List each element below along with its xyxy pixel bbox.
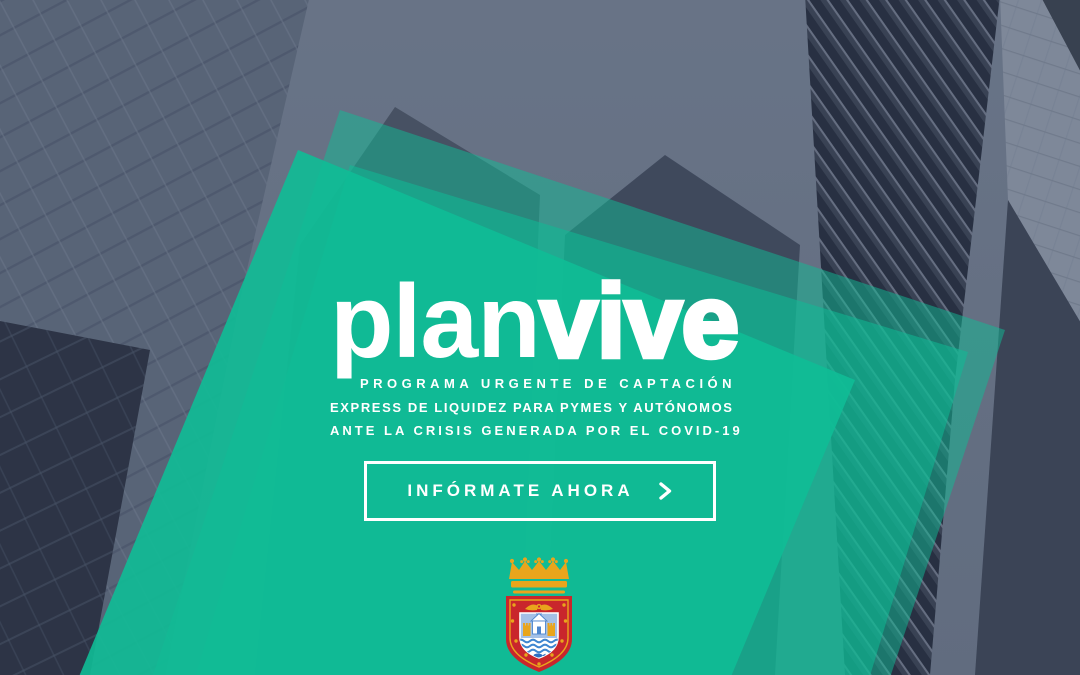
crown: [509, 557, 569, 593]
logo-plan: plan: [330, 264, 540, 380]
cta-label: INFÓRMATE AHORA: [407, 480, 634, 500]
tagline-line-1: PROGRAMA URGENTE DE CAPTACIÓN: [360, 376, 737, 391]
tagline-line-2: EXPRESS DE LIQUIDEZ PARA PYMES Y AUTÓNOMOS: [330, 399, 734, 415]
coat-of-arms-graphic: [496, 553, 584, 675]
municipal-coat-of-arms-icon: [496, 553, 584, 675]
planvive-logo: [330, 264, 750, 380]
informate-ahora-button[interactable]: [364, 461, 716, 521]
tagline-line-3: ANTE LA CRISIS GENERADA POR EL COVID-19: [330, 423, 743, 438]
hero-content: [330, 264, 750, 675]
tagline: [330, 372, 750, 443]
logo-vive: vive: [539, 264, 739, 380]
chevron-right-icon: [658, 481, 673, 501]
